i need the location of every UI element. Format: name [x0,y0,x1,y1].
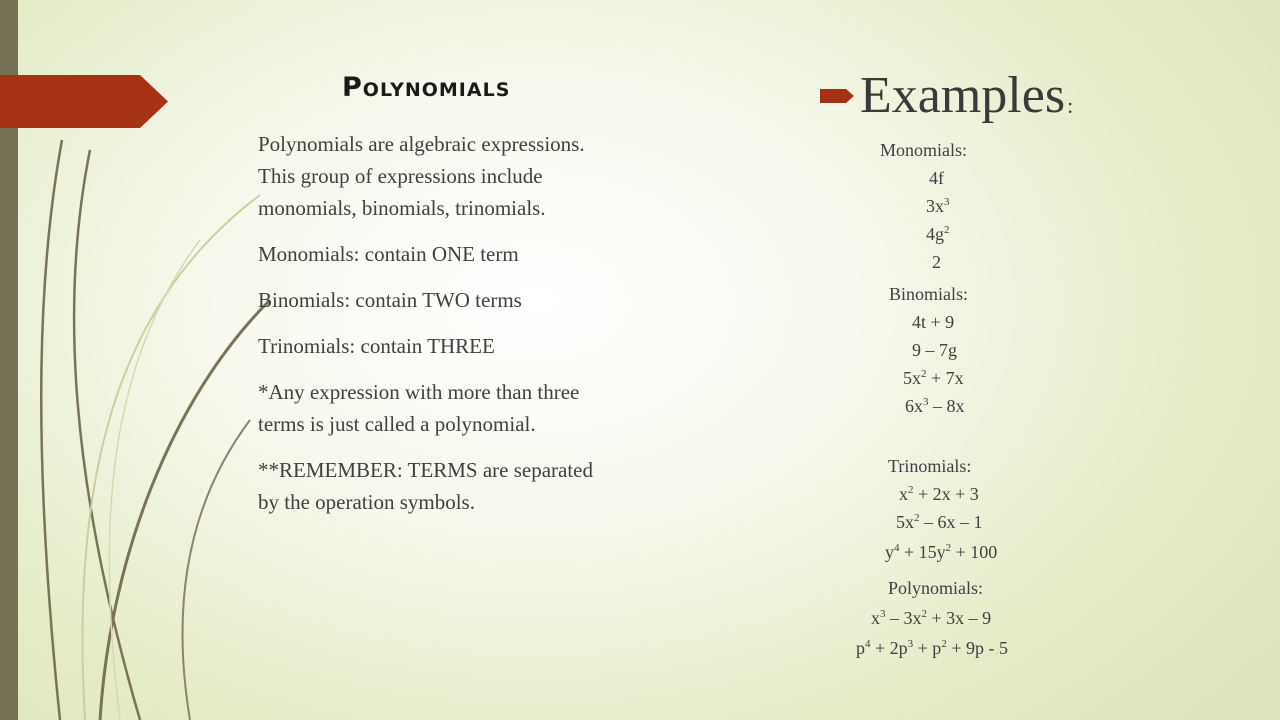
binomial-example: 9 – 7g [912,340,957,360]
examples-colon: : [1067,92,1074,118]
polynomial-example: $p^4 + 2p^3 + p^2 + 9p - 5$ [856,638,1008,658]
monomials-label: Monomials: [880,140,968,160]
examples-heading [820,66,1073,125]
examples-title: Examples [860,67,1066,124]
title-banner-arrow [0,75,168,128]
monomial-example: 2 [932,252,941,272]
trinomials-definition: Trinomials: contain THREE [258,334,495,358]
binomial-example: $6x^3 - 8x$ [905,396,965,416]
trinomial-example: $y^4 + 15y^2 + 100$ [885,542,998,562]
trinomials-label: Trinomials: [888,456,972,476]
binomial-example: $5x^2 + 7x$ [903,368,964,388]
trinomial-example: $5x^2 - 6x - 1$ [896,512,983,532]
polynomials-label: Polynomials: [888,578,984,598]
remember-note: **REMEMBER: TERMS are separated by the operation symbols. [258,458,593,514]
monomial-example: $3x^3$ [926,196,950,216]
page-title: Polynomials [342,72,511,103]
binomials-definition: Binomials: contain TWO terms [258,288,522,312]
monomials-definition: Monomials: contain ONE term [258,242,519,266]
arrow-bullet-icon [820,89,854,103]
trinomial-example: $x^2 + 2x + 3$ [899,484,979,504]
binomials-label: Binomials: [889,284,969,304]
monomial-example: $4g^2$ [926,224,950,244]
polynomial-note: *Any expression with more than three terms is just called a polynomial. [258,380,580,436]
binomial-example: 4t + 9 [912,312,955,332]
definition-paragraph: Polynomials are algebraic expressions. This group of expressions include monomials, binomials, trinomials. [258,132,585,220]
definition-text [258,128,618,532]
polynomial-example: $x^3 - 3x^2 + 3x - 9$ [871,608,992,628]
monomial-example: 4f [929,168,944,188]
